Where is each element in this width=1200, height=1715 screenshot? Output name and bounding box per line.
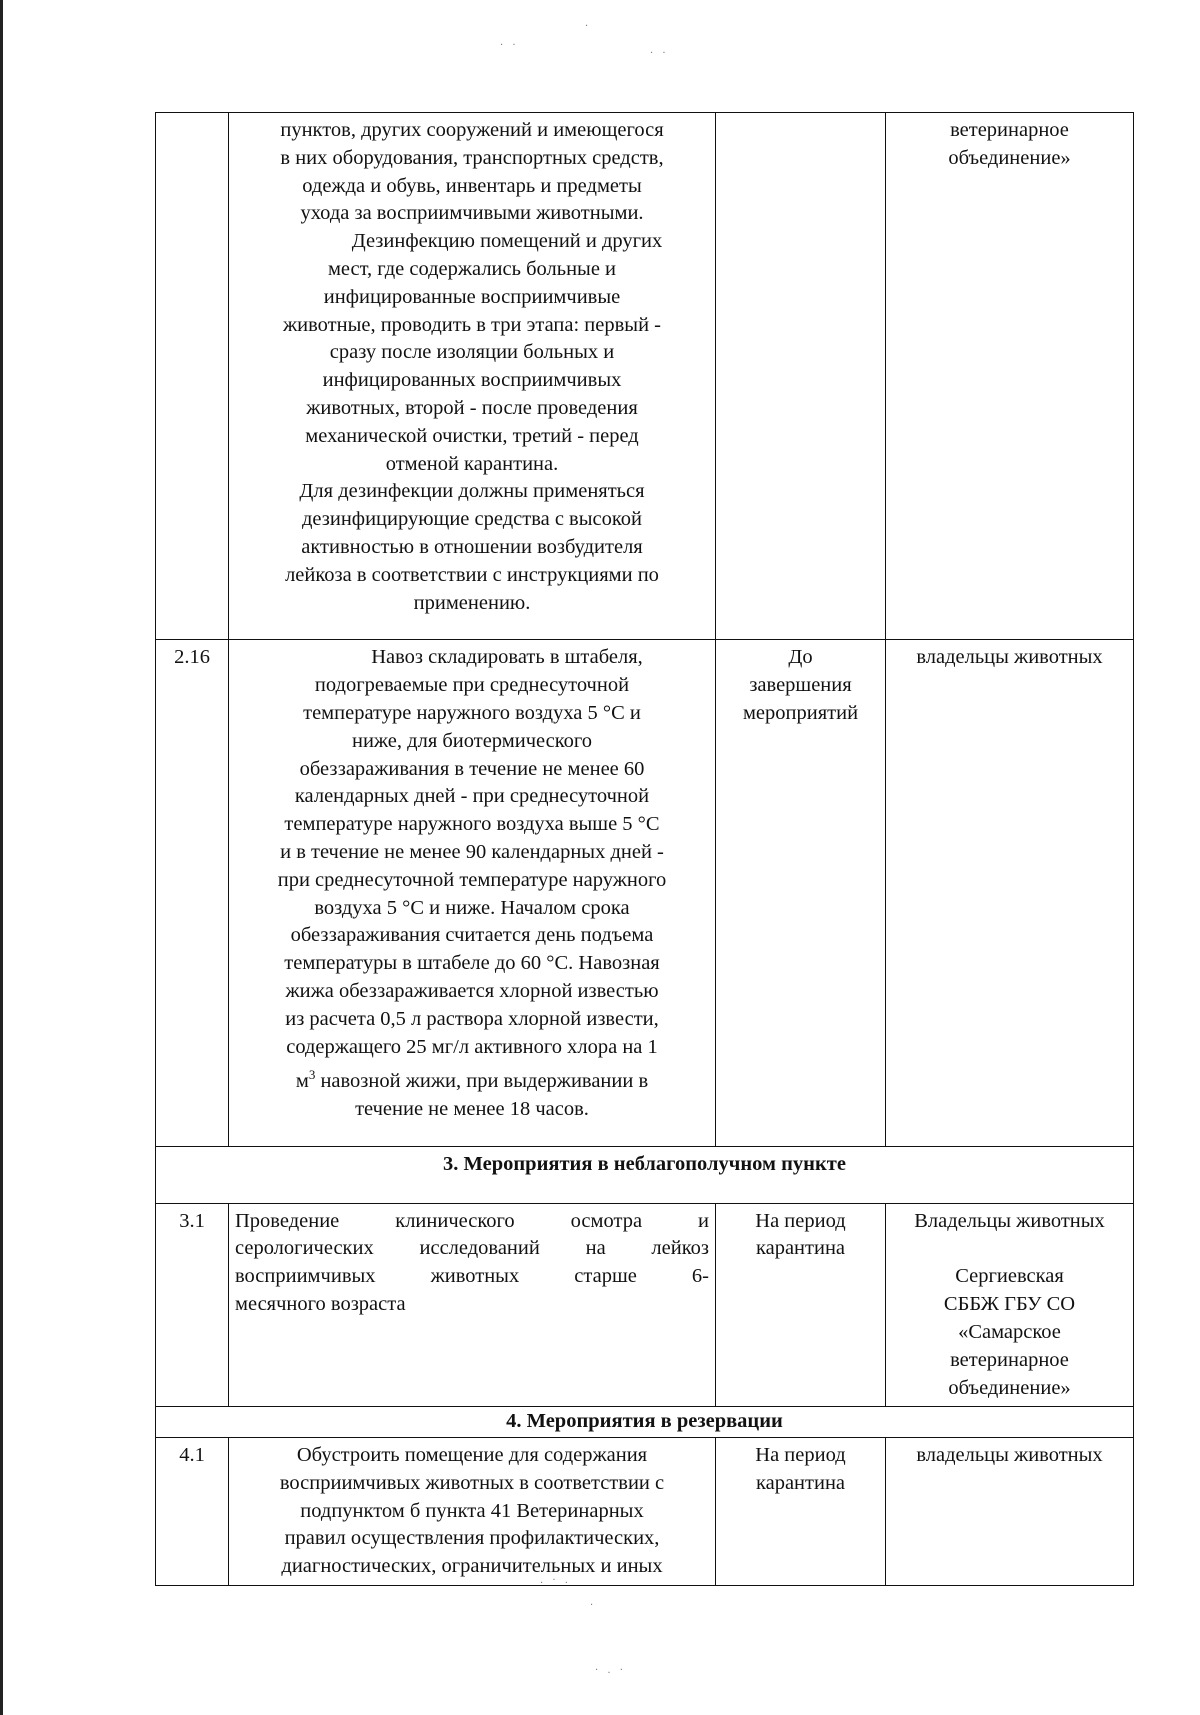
term-cell bbox=[716, 113, 886, 640]
text-line: Навоз складировать в штабеля, bbox=[371, 646, 643, 669]
scan-noise: · · bbox=[500, 40, 519, 51]
text-line: месячного возраста bbox=[235, 1292, 406, 1315]
unit-text: м bbox=[295, 1070, 309, 1093]
text-line bbox=[235, 1061, 709, 1096]
activity-cell bbox=[229, 640, 716, 1146]
text-line-tail: навозной жижи, при выдерживании в bbox=[320, 1070, 649, 1093]
text-line: дезинфицирующие средства с высокой bbox=[301, 508, 642, 531]
text-line: восприимчивых животных в соответствии с bbox=[279, 1471, 665, 1494]
unit-superscript: 3 bbox=[308, 1067, 316, 1083]
row-number bbox=[156, 113, 229, 640]
row-number: 2.16 bbox=[156, 640, 229, 1146]
text-line: обеззараживания в течение не менее 60 bbox=[299, 757, 645, 780]
text-line: температуре наружного воздуха 5 °С и bbox=[303, 701, 641, 724]
scan-noise: · bbox=[590, 1600, 597, 1611]
row-number: 4.1 bbox=[156, 1438, 229, 1586]
table-row bbox=[156, 1203, 1134, 1407]
text-line: температуре наружного воздуха выше 5 °С bbox=[284, 813, 660, 836]
activity-cell bbox=[229, 113, 716, 640]
scan-edge bbox=[0, 0, 3, 1715]
text-line: владельцы животных bbox=[916, 646, 1103, 669]
section-heading-row bbox=[156, 1146, 1134, 1203]
table-row bbox=[156, 1438, 1134, 1586]
scan-noise: . bbox=[585, 18, 592, 29]
text-line: СББЖ ГБУ СО bbox=[943, 1293, 1076, 1316]
text-line: лейкоза в соответствии с инструкциями по bbox=[285, 563, 659, 586]
scan-noise: . · . bbox=[540, 1575, 571, 1586]
text-line: пунктов, других сооружений и имеющегося bbox=[280, 119, 664, 141]
activity-cell bbox=[229, 1203, 716, 1407]
text-line: карантина bbox=[755, 1471, 846, 1494]
text-line: Проведение клинического осмотра и bbox=[235, 1209, 709, 1232]
text-line: одежда и обувь, инвентарь и предметы bbox=[302, 174, 642, 197]
text-line: карантина bbox=[755, 1237, 846, 1260]
term-cell bbox=[716, 1203, 886, 1407]
text-line: На период bbox=[755, 1209, 846, 1232]
responsible-cell bbox=[886, 1438, 1134, 1586]
text-line: животные, проводить в три этапа: первый - bbox=[283, 313, 661, 336]
text-line: при среднесуточной температуре наружного bbox=[277, 868, 667, 891]
text-line: правил осуществления профилактических, bbox=[284, 1527, 660, 1550]
text-line: сразу после изоляции больных и bbox=[329, 341, 615, 364]
spacer bbox=[892, 1235, 1127, 1263]
table-row bbox=[156, 113, 1134, 640]
text-line: инфицированных восприимчивых bbox=[322, 369, 622, 392]
text-line: мероприятий bbox=[742, 701, 859, 724]
activity-cell bbox=[229, 1438, 716, 1586]
text-line: подпунктом б пункта 41 Ветеринарных bbox=[300, 1499, 644, 1522]
text-line: диагностических, ограничительных и иных bbox=[281, 1555, 663, 1578]
text-line: серологических исследований на лейкоз bbox=[235, 1237, 709, 1260]
text-line: воздуха 5 °С и ниже. Началом срока bbox=[314, 896, 630, 919]
section-heading-row bbox=[156, 1407, 1134, 1438]
measures-table bbox=[155, 112, 1134, 1586]
text-line: содержащего 25 мг/л активного хлора на 1 bbox=[286, 1035, 658, 1058]
text-line: из расчета 0,5 л раствора хлорной извести, bbox=[285, 1007, 659, 1030]
scan-noise: · · bbox=[650, 48, 669, 59]
text-line: инфицированные восприимчивые bbox=[323, 285, 621, 308]
text-line: ниже, для биотермического bbox=[351, 729, 593, 752]
text-line: обеззараживания считается день подъема bbox=[290, 924, 654, 947]
text-line: восприимчивых животных старше 6- bbox=[235, 1265, 709, 1288]
text-line: Дезинфекцию помещений и других bbox=[351, 230, 663, 253]
text-line: объединение» bbox=[948, 1376, 1071, 1399]
responsible-cell bbox=[886, 640, 1134, 1146]
responsible-cell bbox=[886, 1203, 1134, 1407]
term-cell bbox=[716, 1438, 886, 1586]
text-line: активностью в отношении возбудителя bbox=[301, 535, 643, 558]
section-title: 3. Мероприятия в неблагополучном пункте bbox=[156, 1146, 1134, 1203]
text-line: механической очистки, третий - перед bbox=[305, 424, 639, 447]
text-line: в них оборудования, транспортных средств, bbox=[280, 146, 664, 169]
text-line: ветеринарное bbox=[950, 1348, 1069, 1371]
text-line: применению. bbox=[413, 591, 531, 614]
text-line: подогреваемые при среднесуточной bbox=[314, 674, 630, 697]
term-cell bbox=[716, 640, 886, 1146]
text-line: ухода за восприимчивыми животными. bbox=[300, 202, 644, 225]
text-line: течение не менее 18 часов. bbox=[355, 1097, 589, 1120]
text-line: температуры в штабеле до 60 °С. Навозная bbox=[284, 952, 660, 975]
section-title: 4. Мероприятия в резервации bbox=[156, 1407, 1134, 1438]
text-line: отменой карантина. bbox=[385, 452, 559, 475]
text-line: жижа обеззараживается хлорной известью bbox=[285, 979, 659, 1002]
text-line: владельцы животных bbox=[916, 1444, 1103, 1467]
text-line: объединение» bbox=[948, 146, 1071, 169]
text-line: «Самарское bbox=[958, 1320, 1061, 1343]
text-line: календарных дней - при среднесуточной bbox=[294, 785, 650, 808]
scan-noise: · . · bbox=[595, 1665, 626, 1676]
text-line: завершения bbox=[749, 674, 852, 697]
text-line: На период bbox=[755, 1444, 846, 1467]
row-number: 3.1 bbox=[156, 1203, 229, 1407]
text-line: Обустроить помещение для содержания bbox=[296, 1444, 648, 1467]
table-row bbox=[156, 640, 1134, 1146]
responsible-cell bbox=[886, 113, 1134, 640]
text-line: ветеринарное bbox=[950, 119, 1069, 141]
text-line: Для дезинфекции должны применяться bbox=[299, 480, 645, 503]
text-line: Владельцы животных bbox=[914, 1209, 1105, 1232]
text-line: животных, второй - после проведения bbox=[306, 396, 638, 419]
text-line: и в течение не менее 90 календарных дней - bbox=[280, 840, 664, 863]
text-line: Сергиевская bbox=[955, 1265, 1064, 1288]
text-line: мест, где содержались больные и bbox=[327, 257, 617, 280]
text-line: До bbox=[788, 646, 813, 669]
